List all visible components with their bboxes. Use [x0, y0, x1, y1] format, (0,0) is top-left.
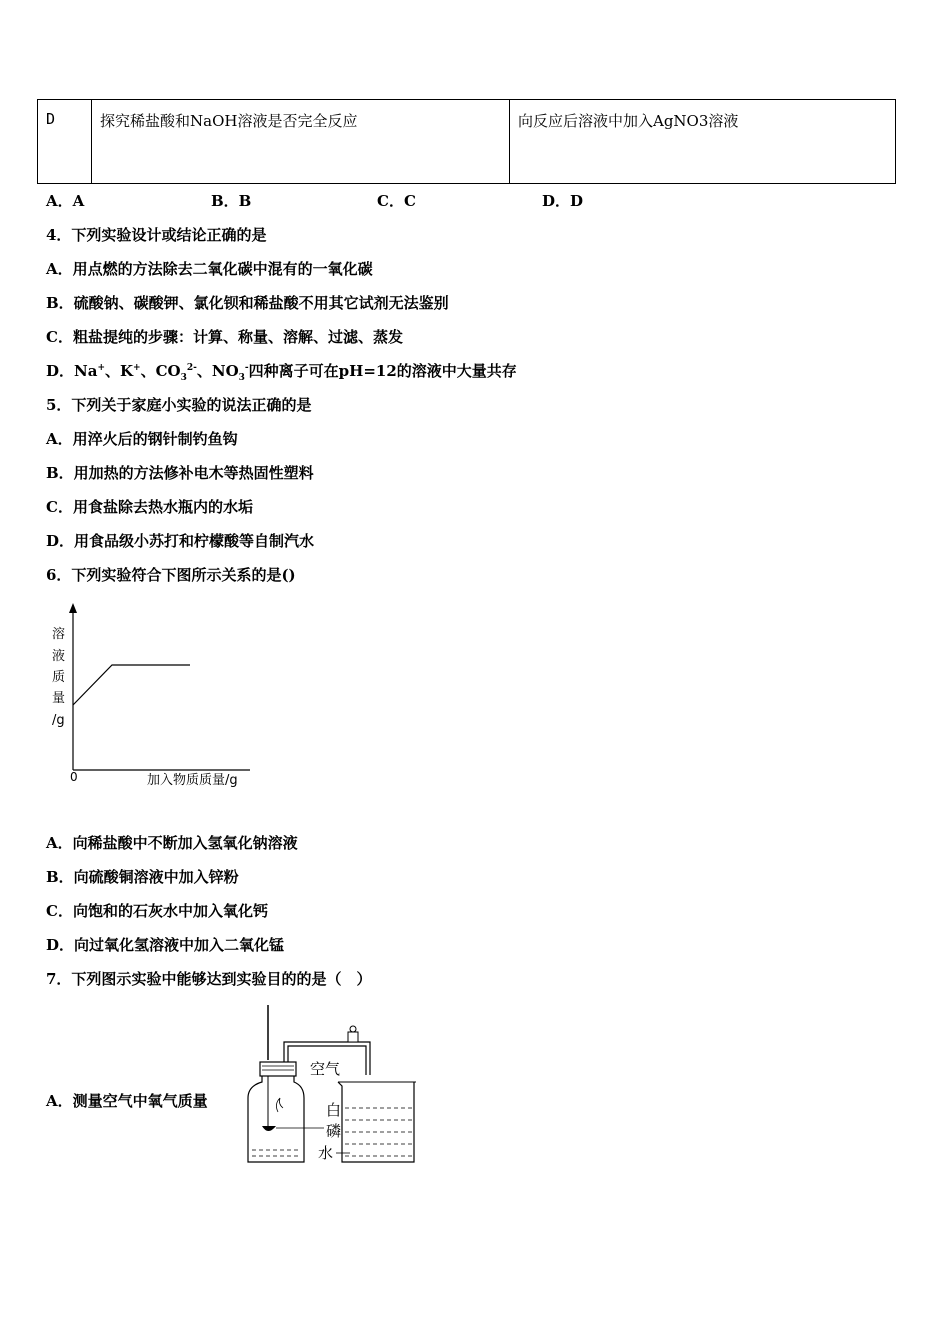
q4-option-c: C．粗盐提纯的步骤：计算、称量、溶解、过滤、蒸发 [46, 328, 403, 346]
label-white-2: 磷 [326, 1122, 342, 1140]
bottle [248, 1076, 304, 1162]
y-label-char-4: 量 [52, 691, 66, 706]
table-cell-option: D [38, 100, 92, 183]
q3-option-c: C．C [377, 192, 416, 210]
stopper [260, 1062, 296, 1076]
y-label-char-1: 溶 [52, 627, 66, 642]
table-cell-purpose: 探究稀盐酸和NaOH溶液是否完全反应 [92, 100, 510, 183]
q6-option-a: A．向稀盐酸中不断加入氢氧化钠溶液 [46, 834, 298, 852]
q3-option-b: B．B [211, 192, 252, 210]
q5-option-b: B．用加热的方法修补电木等热固性塑料 [46, 464, 314, 482]
q4-option-d: D．Na+、K+、$CO_3^{2-}$、$NO_3^-$四种离子可在pH=12的溶液中大量共存 [46, 362, 517, 383]
label-water: 水 [318, 1144, 334, 1162]
label-white-1: 白 [326, 1101, 342, 1119]
flame [276, 1098, 283, 1112]
q7-option-a: A．测量空气中氧气质量 [46, 1092, 208, 1110]
q7-stem: 7．下列图示实验中能够达到实验目的的是（ ） [46, 970, 372, 988]
label-air: 空气 [310, 1060, 341, 1078]
q3-option-a: A．A [46, 192, 85, 210]
clamp [348, 1032, 358, 1042]
q5-stem: 5．下列关于家庭小实验的说法正确的是 [46, 396, 312, 414]
q5-option-d: D．用食品级小苏打和柠檬酸等自制汽水 [46, 532, 315, 550]
q5-option-c: C．用食盐除去热水瓶内的水垢 [46, 498, 253, 516]
q6-option-c: C．向饱和的石灰水中加入氧化钙 [46, 902, 268, 920]
x-axis-label: 加入物质质量/g [147, 773, 238, 788]
q4-stem: 4．下列实验设计或结论正确的是 [46, 226, 267, 244]
q4-option-a: A．用点燃的方法除去二氧化碳中混有的一氧化碳 [46, 260, 373, 278]
answer-table-row [37, 99, 896, 184]
q3-option-d: D．D [542, 192, 584, 210]
graph-curve [73, 665, 190, 705]
oxygen-measurement-apparatus [238, 1000, 438, 1170]
y-axis-arrow [69, 603, 77, 613]
combustion-spoon [262, 1126, 276, 1131]
q6-option-b: B．向硫酸铜溶液中加入锌粉 [46, 868, 239, 886]
q6-stem: 6．下列实验符合下图所示关系的是() [46, 566, 296, 584]
origin-label: 0 [70, 770, 78, 784]
q6-option-d: D．向过氧化氢溶液中加入二氧化锰 [46, 936, 285, 954]
q5-option-a: A．用淬火后的钢针制钓鱼钩 [46, 430, 238, 448]
beaker [338, 1082, 414, 1162]
q4-option-b: B．硫酸钠、碳酸钾、氯化钡和稀盐酸不用其它试剂无法鉴别 [46, 294, 449, 312]
y-label-char-3: 质 [52, 670, 66, 685]
table-cell-method: 向反应后溶液中加入AgNO3溶液 [518, 112, 739, 130]
solution-mass-graph [40, 600, 270, 800]
y-label-char-5: /g [52, 713, 65, 728]
y-label-char-2: 液 [52, 649, 66, 664]
